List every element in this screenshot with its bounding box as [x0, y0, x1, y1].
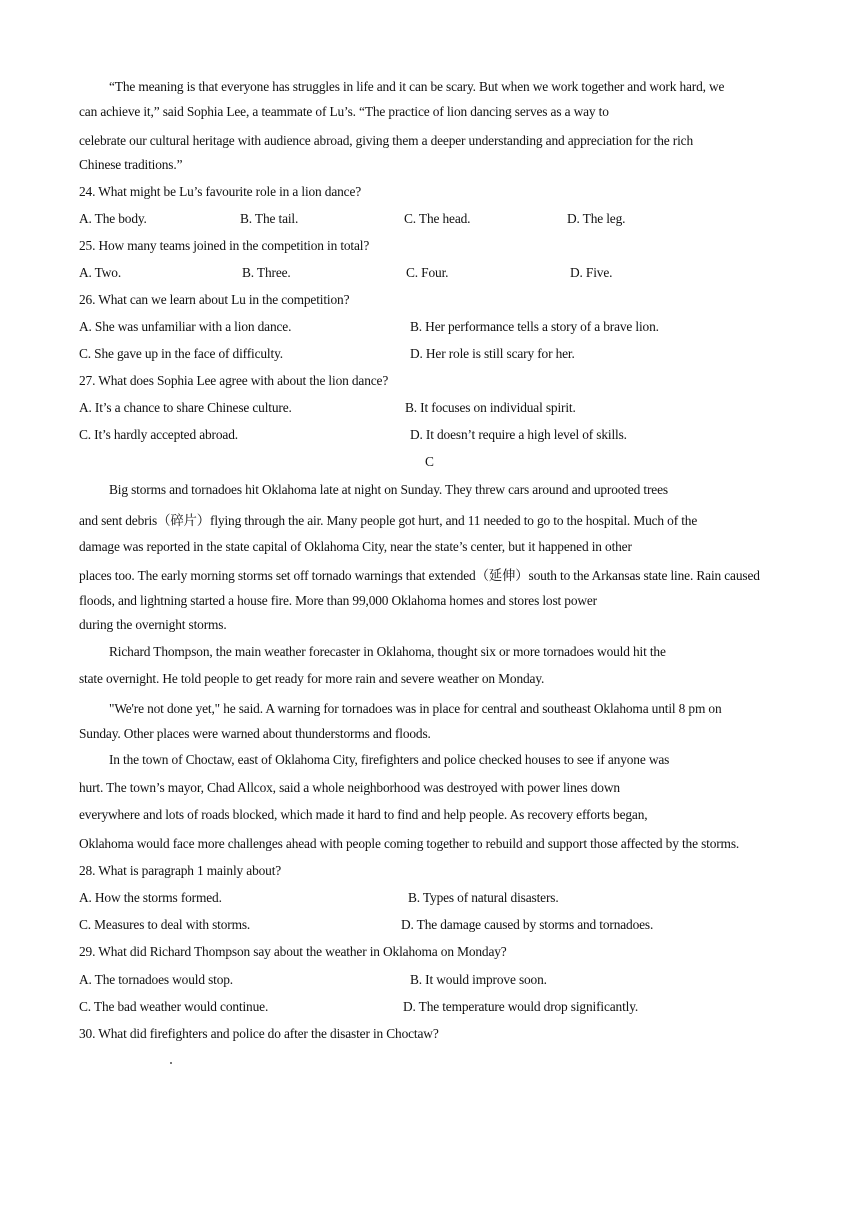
passage-b-line: can achieve it,” said Sophia Lee, a teammate of Lu’s. “The practice of lion dancing serves as a way to [79, 104, 609, 119]
passage-c-line: In the town of Choctaw, east of Oklahoma City, firefighters and police checked houses to see if anyone was [109, 752, 670, 767]
option-d: D. It doesn’t require a high level of skills. [410, 427, 627, 442]
option-d: D. The temperature would drop significantly. [403, 999, 639, 1014]
passage-c-line: places too. The early morning storms set off tornado warnings that extended（延伸）south to the Arkansas state line. Rain caused [79, 568, 760, 583]
passage-c-line: floods, and lightning started a house fire. More than 99,000 Oklahoma homes and stores lost power [79, 593, 597, 608]
passage-c-line: Sunday. Other places were warned about thunderstorms and floods. [79, 726, 431, 741]
passage-b-line: Chinese traditions.” [79, 157, 183, 172]
option-a: A. The body. [79, 211, 147, 226]
option-a: A. How the storms formed. [79, 890, 222, 905]
section-heading: C [425, 454, 434, 469]
passage-c-line: hurt. The town’s mayor, Chad Allcox, said a whole neighborhood was destroyed with power lines down [79, 780, 620, 795]
passage-c-line: Oklahoma would face more challenges ahead with people coming together to rebuild and support those affected by the storms. [79, 836, 740, 851]
option-a: A. She was unfamiliar with a lion dance. [79, 319, 292, 334]
question-stem: 26. What can we learn about Lu in the competition? [79, 292, 350, 307]
option-d: D. The damage caused by storms and tornadoes. [401, 917, 654, 932]
question-stem: 30. What did firefighters and police do after the disaster in Choctaw? [79, 1026, 439, 1041]
option-d: D. Five. [570, 265, 613, 280]
passage-c-line: "We're not done yet," he said. A warning for tornadoes was in place for central and southeast Oklahoma until 8 pm on [109, 701, 722, 716]
option-a: A. Two. [79, 265, 122, 280]
question-stem: 28. What is paragraph 1 mainly about? [79, 863, 282, 878]
stray-mark [170, 1062, 172, 1064]
passage-c-line: during the overnight storms. [79, 617, 227, 632]
passage-c-line: Big storms and tornadoes hit Oklahoma late at night on Sunday. They threw cars around and uprooted trees [109, 482, 668, 497]
passage-c-line: Richard Thompson, the main weather forecaster in Oklahoma, thought six or more tornadoes would hit the [109, 644, 666, 659]
option-b: B. Types of natural disasters. [408, 890, 559, 905]
question-stem: 27. What does Sophia Lee agree with about the lion dance? [79, 373, 389, 388]
passage-c-line: everywhere and lots of roads blocked, which made it hard to find and help people. As recovery efforts began, [79, 807, 648, 822]
option-b: B. Her performance tells a story of a brave lion. [410, 319, 659, 334]
option-c: C. It’s hardly accepted abroad. [79, 427, 238, 442]
passage-c-line: damage was reported in the state capital of Oklahoma City, near the state’s center, but it happened in other [79, 539, 632, 554]
question-stem: 25. How many teams joined in the competition in total? [79, 238, 370, 253]
passage-b-line: “The meaning is that everyone has struggles in life and it can be scary. But when we work together and work hard, we [109, 79, 725, 94]
passage-c-line: and sent debris（碎片）flying through the air. Many people got hurt, and 11 needed to go to the hospital. Much of the [79, 513, 698, 528]
option-d: D. Her role is still scary for her. [410, 346, 575, 361]
option-c: C. The bad weather would continue. [79, 999, 269, 1014]
option-d: D. The leg. [567, 211, 626, 226]
option-c: C. Measures to deal with storms. [79, 917, 251, 932]
question-stem: 29. What did Richard Thompson say about the weather in Oklahoma on Monday? [79, 944, 507, 959]
question-stem: 24. What might be Lu’s favourite role in a lion dance? [79, 184, 362, 199]
option-c: C. Four. [406, 265, 449, 280]
option-c: C. The head. [404, 211, 471, 226]
option-b: B. Three. [242, 265, 291, 280]
option-b: B. It focuses on individual spirit. [405, 400, 576, 415]
option-a: A. The tornadoes would stop. [79, 972, 233, 987]
passage-b-line: celebrate our cultural heritage with audience abroad, giving them a deeper understanding and appreciation for the rich [79, 133, 693, 148]
option-c: C. She gave up in the face of difficulty. [79, 346, 283, 361]
option-a: A. It’s a chance to share Chinese culture. [79, 400, 292, 415]
option-b: B. It would improve soon. [410, 972, 547, 987]
option-b: B. The tail. [240, 211, 299, 226]
passage-c-line: state overnight. He told people to get ready for more rain and severe weather on Monday. [79, 671, 545, 686]
